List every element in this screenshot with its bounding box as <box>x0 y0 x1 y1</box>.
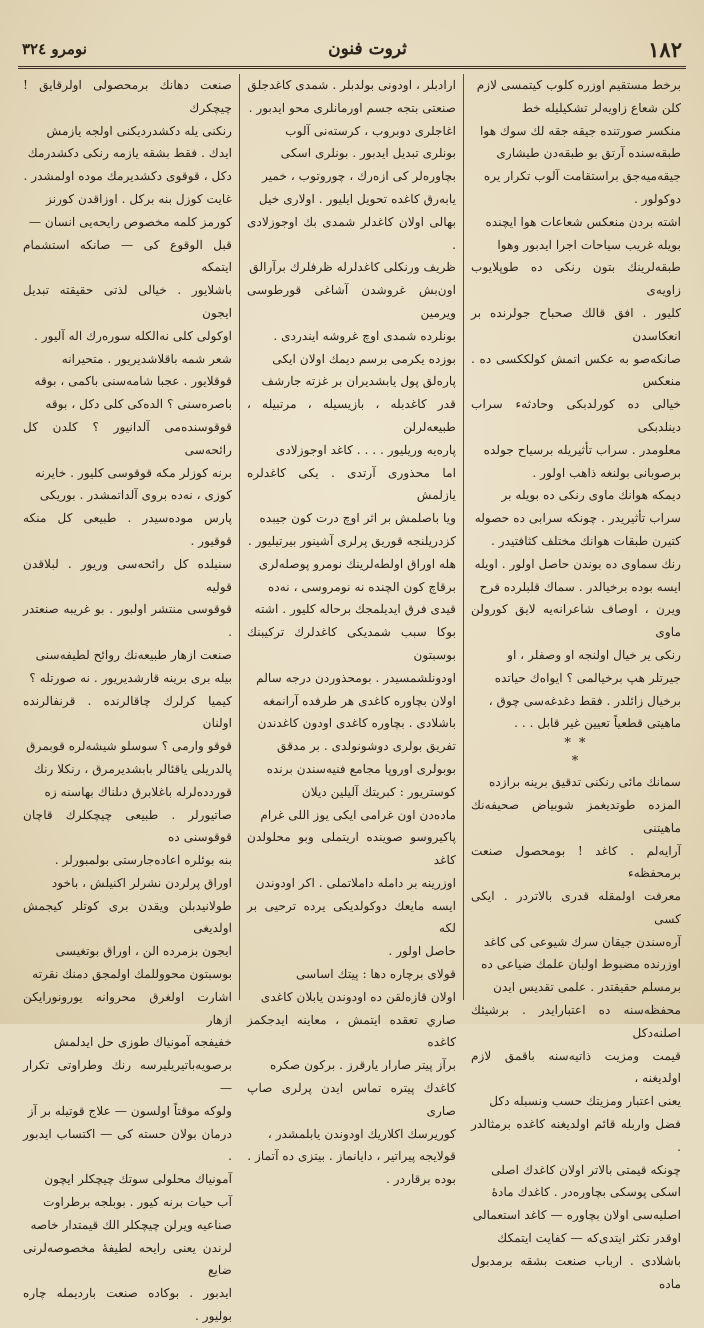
paragraph: ديمكه هوانك ماوى رنكى ده بويله‌ بر سراب تأثيريدر . چونكه سرابى ده حصوله كتيرن طبقات هوانك مختلف كثافتيدر . رنك سماوى ده بوندن حاصل اولور . اويله ايسه بوده برخيالدر . سماك قلبلرده فرح ويرن ، اوصاف شاعرانه‌يه لايق كورولن ماوى رنكى ير خيال اولنجه او وصفلر ، او جيرتلر هپ برخيالمى ؟ ايواه‌ك حياتده برخيال زائلدر . فقط دغدغه‌سى چوق ، ماهيتى قطعياً تعيين غير قابل . . . <box>471 488 681 731</box>
paragraph: قولاى برچاره دها : پيتك اساسى اولان قازه‌لقن ده اودوندن يابلان كاغدى صاري تعقده ايتمش ، معاينه ايدجكمز كاغده برآز پيتر صارار يارقرز . بركون صكره كاغدك پيتره تماس ايدن پرلرى صاپ صارى كوريرسك اكلاريك اودوندن يابلمشدر ، قولايجه پيراتير ، دايانماز . بيتزى ده آتماز . بوده برقاردر . <box>247 967 456 1187</box>
paragraph: برخط مستقيم اوزره كلوب كيتمسى لازم كلن شعاع زاويه‌لر تشكيليله خط منكسر صورتنده جيقه جقه لك سوك هوا طبقه‌سنده آرتق بو طبقه‌دن طيشارى جيقه‌ميه‌جق براستقامت آلوب تكرار يره دوكولور . <box>476 78 681 206</box>
issue-number: نومرو ٣٢٤ <box>22 40 87 58</box>
page-header <box>22 34 682 64</box>
paragraph: اوراق پرلردن نشرلر اكنيلش ، باخود طولانيدبلن ويقدن برى كوتلر كيجمش اولديغى ايجون بزمرده الن ، اوراق بوتغيسى بوسبتون محووللمك اولمجق دمنك نقرته اشارت اولغرق محروانه يورونورايكن ازهار خفيفجه آمونياك طوزى حل ايدلمش برصويه‌باتيريليرسه رنك وطراوتى تكرار — ولوكه موقتاً اولسون — علاج قوتيله بر آز درمان بولان حسته كى — اكتساب ايدبور . آمونياك محلولى سوتك چيچكلر ايچون آب حيات برنه كيور . بوبلجه برطراوت صناعيه ويرلن چيچكلر الك قيمتدار خاصه لرندن يعنى رايحه لطيفهٔ مخصوصه‌لرنى ضايع ايدبور . بوكاده صنعت بارديمله چاره بوليور . <box>23 875 232 1324</box>
text-columns <box>16 74 688 1324</box>
section-separator: * * * <box>564 736 588 770</box>
journal-title: ثروت فنون <box>328 39 407 59</box>
paragraph: صنعت دهانك برمحصولى اولرقايق ! چيچكرك رنكنى يله دكشدرديكنى اولجه يازمش ايدك . فقط بشقه يازمه رنكى دكشدرمك دكل ، قوقوى دكشديرمك موده اولمشدر . غايت كوزل بنه بركل . اوزاقدن كورنز كورمز كلمه مخصوص رايحه‌يى انسان — قبل الوقوع كى — صانكه استشمام ايتمكه باشلايور . خيالى لذتى حقيقته تبديل ايجون اوكولى كلى نه‌الكله سوره‌رك اله آليور . شعر شمه باقلاشديريور . متحيرانه قوقلايور . عجبا شامه‌سنى باكمى ، بوقه باصره‌سنى ؟ الده‌كى كلى دكل ، بوقه قوقوسنده‌مى آلدانيور ؟ كلدن كل رائحه‌سى برنه كوزلر مكه قوقوسى كليور . خايرنه كوزى ، نه‌ده بروى آلداتمشدر . بوريكى پارس موده‌سيدر . طبيعى كل منكه قوقيور . سنبلده كل رائحه‌سى وريور . لبلاقدن قوليه قوقوسى منتشر اولبور . بو غريبه صنعتدر . صنعت ازهار طبيعه‌نك روائح لطيفه‌سنى بيله برى برينه قارشديريور . نه صورتله ؟ كيميا كرلرك چاقالرنده . قرنفالرنده اولنان قوقو وارمى ؟ سوسلو شيشه‌لره قوبمرق پالدريلى ياقئالر بابشديرمرق ، رنكلا رنك قوردده‌لرله باغلابرق دىلناك بهاسنه زه صاتيورلر . طبيعى چيچكلرك قاچان قوقوسنى ده بنه بوئلره اعاده‌جارستى بولمبورلر . <box>23 78 232 868</box>
paragraph: اشته بردن منعكس شعاعات هوا ايچنده بويله غريب سياحات اجرا ايدبور وهوا طبقه‌لرينك بتون رنكى ده طوپلايوب زاويه‌ى كليور . افق قالك صحباح جولرنده بر انعكاسدن صانكه‌صو به عكس اتمش كولككسى ده . منعكس خيالى ده كورلدبكى وحادثه‌ء سراب دينلدبكى معلومدر . سراب تأثيريله برسياح جولده برصوبانى بولنغه ذاهب اولور . <box>471 214 681 480</box>
paragraph: سمانك مائى رنكنى تدقيق برينه برازده المزده طوتديغمز شوبياض صحيفه‌نك ماهيتنى آرايه‌لم . كاغد ! بومحصول صنعت برمحفظه‌ء معرفت اولمقله قدرى بالاتردر . ايكى كسى آره‌سندن جيقان سرك شيوعى كى كاغد اوزرنده مضبوط اولبان علمك ضياعى ده برمسلم حقيقتدر . علمى تقديس ايدن محفظه‌سنه ده اعتبارايدر . برشيئك اصلنه‌دكل قيمت ومزيت ذاتيه‌سنه باقمق لازم اولديغنه ، يعنى اعتبار ومزيتك حسب ونسبله دكل فضل واربله قائم اولديغنه كاغده برمثالدر . چونكه قيمتى بالاتر اولان كاغدك اصلى اسكى پوسكى بچاوره‌در . كاغدك مادۀ اصليه‌سى اولان بچاوره — كاغد استعمالى اوقدر تكثر ايتدى‌كه — كفايت ايتمكك باشلادى . ارباب صنعت بشقه برمدبول ماده <box>471 775 681 1291</box>
page-number: ١٨٢ <box>648 36 682 62</box>
paragraph: ارادبلر ، اودونى بولدبلر . شمدى كاغدجلق صنعتى بتجه جسم اورمانلرى محو ايدبور . اغاجلرى دوبروب ، كرسته‌نى آلوب بونلرى تبديل ايدبور . بونلرى اسكى بچاوره‌لر كى ازه‌رك ، چوروتوب ، خمير يابه‌رق كاغده تحويل ايليور . اولارى خيل بهالى اولان كاغدلر شمدى بك اوجوزلادى . ظريف ورنكلى كاغدلرله ظرفلرك برآرالق اون‌بش غروشدن آشاغى قورطوسى ويرمين بونلرده شمدى اوچ غروشه ايندردى . بوزده يكرمى برسم ديمك اولان ايكى پاره‌لق پول يابشديران بر غزته جارشف قدر كاغدبله ، بازيسيله ، مرتبيله ، طبيعه‌لرلن پاره‌يه وريليور . . . . كاغد اوجوزلادى اما محذورى آرتدى . يكى كاغدلره يازلمش ويا باصلمش بر اثر اوچ درت كون جيبده كزدريلنجه قوريق پرلرى آشينور بيرتيليور . هله اوراق اولطه‌لرينك نومرو پوصله‌لرى برقاچ كون الچنده نه نومروسى ، نه‌ده قيدى فرق ايديلمجك برحاله كليور . اشته بوكا سبب شمديكى كاغدلرك تركيبنك بوسبتون اودونلشمسيدر . بومحذوردن درجه سالم اولان بچاوره كاغدى هر طرفده آرانمغه باشلادى . بچاوره كاغدى اودون كاغدندن تفريق بولرى دوشونولدى . بر مدقق بوبولرى اوروپا مجامع فنيه‌سندن برنده كوستريور : كبريتك آليلين ديلان ماده‌دن اون غرامى ايكى يوز اللى غرام پاكيروسو صوينده اريتملى وبو محلولدن كاغد اوزرينه بر دامله داملاتملى . اكر اودوندن ايسه مايعك دوكولديكى يرده ترحيى بر لكه حاصل اولور . <box>247 78 456 959</box>
header-rule <box>18 66 686 69</box>
column-right <box>464 74 688 1291</box>
column-left <box>16 74 240 1324</box>
column-middle <box>240 74 464 1187</box>
